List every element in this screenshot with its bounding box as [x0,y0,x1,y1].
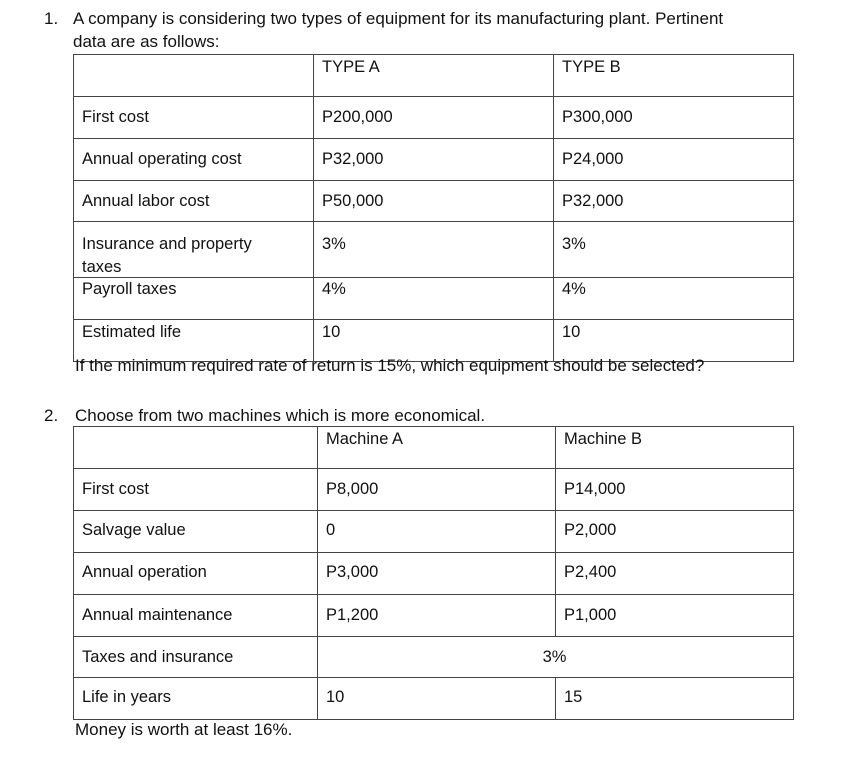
q2-row-machine-b: P1,000 [564,606,617,624]
q1-row-type-b: P24,000 [562,150,624,168]
q1-row-label-cont: taxes [82,258,122,276]
q1-header-type-a: TYPE A [314,55,554,97]
q2-row-machine-a: 10 [326,688,345,706]
q2-table [73,426,794,720]
q1-intro-line2: data are as follows: [73,32,220,51]
q1-row-type-a: 3% [322,235,346,253]
q1-row-type-a: P32,000 [322,150,384,168]
table-row [74,97,794,139]
q2-footer: Money is worth at least 16%. [75,720,293,739]
q2-row-shared-value: 3% [542,648,567,666]
table-row [74,222,794,278]
table-row [74,278,794,320]
table-row [74,511,794,553]
q1-header-type-b: TYPE B [554,55,794,97]
table-row [74,595,794,637]
q1-row-label: First cost [82,108,149,126]
q1-table [73,54,794,362]
q1-row-type-b: 10 [562,323,581,341]
q2-row-machine-b: P2,400 [564,563,617,581]
q2-header-blank [74,427,318,469]
q1-question: If the minimum required rate of return is 15%, which equipment should be selected? [75,356,705,375]
q2-row-label: Salvage value [82,521,186,539]
q2-row-label: Annual operation [82,563,207,581]
table-row [74,637,794,678]
q2-header-machine-a: Machine A [318,427,556,469]
q2-row-machine-b: 15 [564,688,583,706]
q2-header-machine-b: Machine B [556,427,794,469]
q2-row-machine-a: P8,000 [326,480,379,498]
table-row [74,469,794,511]
q1-row-type-b: 3% [562,235,586,253]
q1-row-type-a: 10 [322,323,341,341]
table-row [74,678,794,720]
q2-number: 2. [44,406,59,425]
table-row [74,139,794,181]
q1-intro-line1: A company is considering two types of equipment for its manufacturing plant. Pertinent [73,9,724,28]
q2-header-row [74,427,794,469]
q1-row-label: Annual operating cost [82,150,242,168]
q1-row-label: Payroll taxes [82,280,177,298]
q1-row-label: Estimated life [82,323,182,341]
table-row [74,553,794,595]
q2-row-machine-b: P2,000 [564,521,617,539]
q1-number: 1. [44,9,59,28]
q1-row-type-a: P200,000 [322,108,393,126]
q2-row-label: First cost [82,480,149,498]
q2-intro: Choose from two machines which is more economical. [75,406,486,425]
q1-row-type-b: P32,000 [562,192,624,210]
q1-header-row [74,55,794,97]
q1-row-label: Annual labor cost [82,192,210,210]
q1-row-type-a: 4% [322,280,346,298]
q1-row-type-b: 4% [562,280,586,298]
q1-row-type-b: P300,000 [562,108,633,126]
table-row [74,181,794,222]
q2-row-label: Taxes and insurance [82,648,234,666]
q1-row-type-a: P50,000 [322,192,384,210]
q2-row-machine-a: P1,200 [326,606,379,624]
q1-row-label: Insurance and property [82,235,252,253]
q2-row-label: Annual maintenance [82,606,233,624]
q2-row-machine-b: P14,000 [564,480,626,498]
q2-row-machine-a: 0 [326,521,336,539]
q2-row-machine-a: P3,000 [326,563,379,581]
q1-header-blank [74,55,314,97]
q2-row-label: Life in years [82,688,171,706]
